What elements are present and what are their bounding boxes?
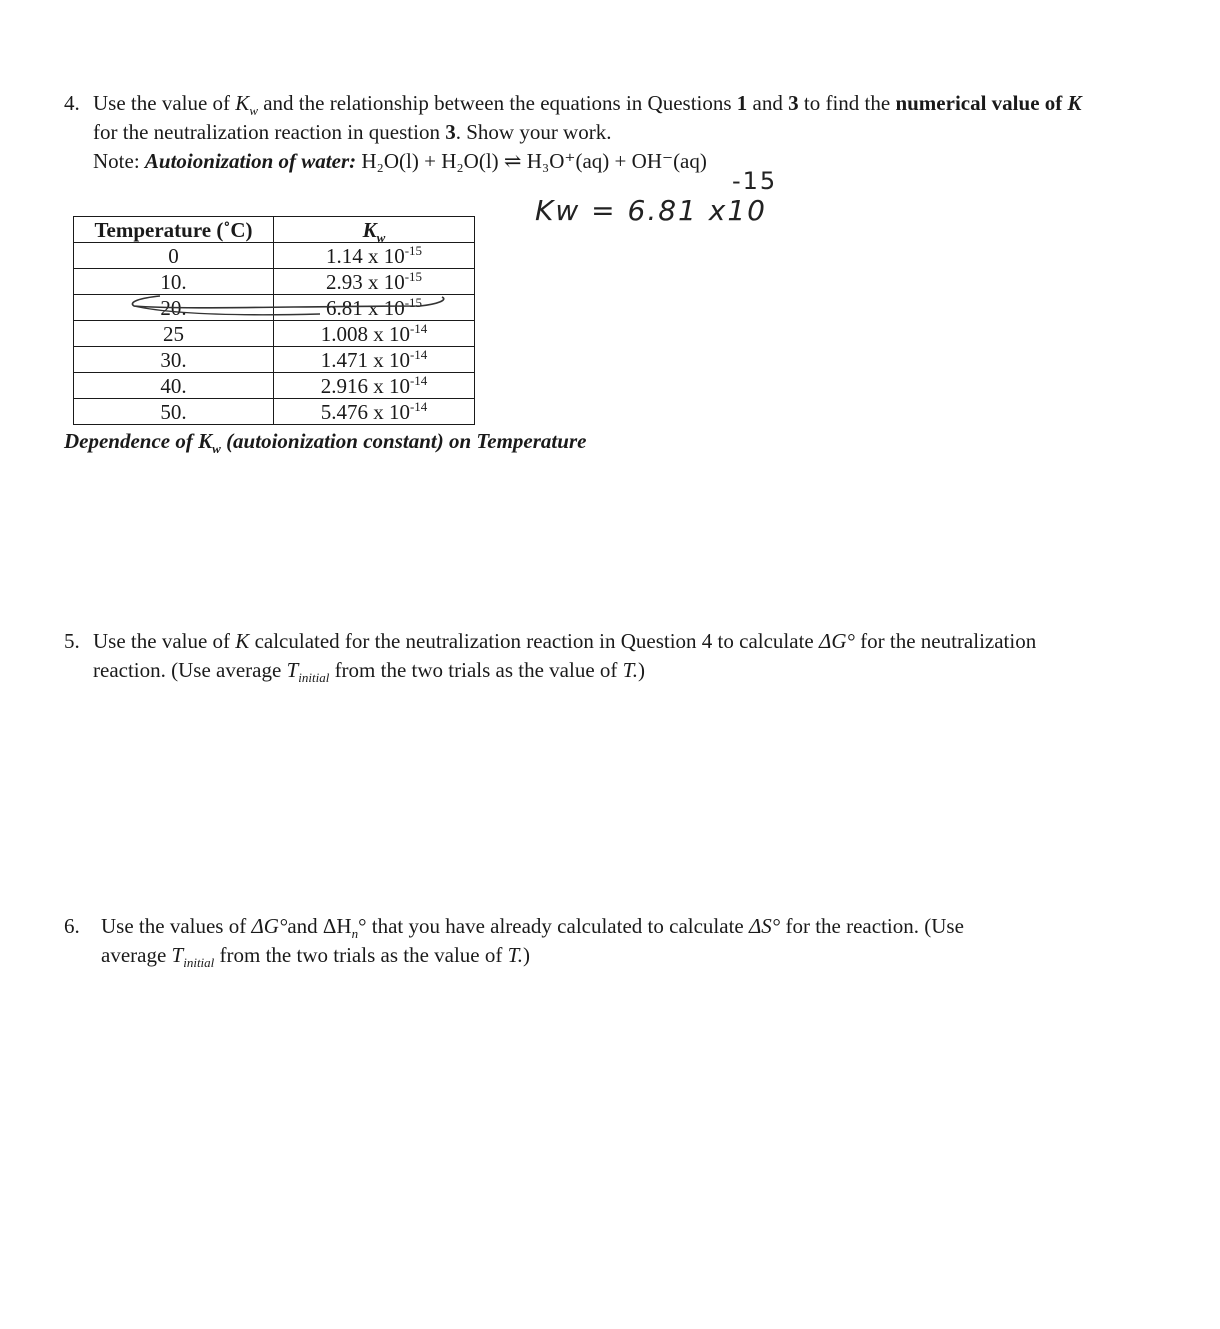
question-6-line-1: Use the values of ΔG°and $\Delta H_n^\circ$ that you have already calculated to calculate ΔS° for the reaction. (Use bbox=[101, 914, 964, 942]
temp-cell: 20. bbox=[74, 295, 274, 321]
question-6-number: 6. bbox=[64, 914, 80, 938]
question-4-line-2: for the neutralization reaction in question 3. Show your work. bbox=[93, 120, 612, 144]
table-caption: Dependence of $K_w$ (autoionization constant) on Temperature bbox=[64, 429, 587, 457]
question-4-line-1: Use the value of $K_w$ and the relationship between the equations in Questions 1 and 3 to find the numerical value of K bbox=[93, 91, 1082, 119]
table-row bbox=[74, 399, 475, 425]
table-header-row bbox=[74, 217, 475, 243]
header-temperature: Temperature (˚C) bbox=[74, 217, 274, 243]
question-6-line-2: average $T_{initial}$ from the two trials as the value of T.) bbox=[101, 943, 530, 971]
temp-cell: 0 bbox=[74, 243, 274, 269]
temp-cell: 10. bbox=[74, 269, 274, 295]
kw-cell: 1.008 x $10^{-14}$ bbox=[274, 321, 475, 347]
handwritten-row-highlight-mark bbox=[120, 292, 460, 332]
kw-cell: 1.14 x $10^{-15}$ bbox=[274, 243, 475, 269]
temp-cell: 40. bbox=[74, 373, 274, 399]
table-row bbox=[74, 269, 475, 295]
table-row bbox=[74, 347, 475, 373]
autoionization-equation: H₂O(l) + H₂O(l) ⇌ H₃O⁺(aq) + OH⁻(aq) bbox=[356, 149, 707, 173]
question-4-number: 4. bbox=[64, 91, 80, 115]
temp-cell: 50. bbox=[74, 399, 274, 425]
kw-cell: 2.93 x $10^{-15}$ bbox=[274, 269, 475, 295]
temp-cell: 25 bbox=[74, 321, 274, 347]
table-row bbox=[74, 373, 475, 399]
kw-cell: 2.916 x $10^{-14}$ bbox=[274, 373, 475, 399]
handwritten-exponent: -15 bbox=[732, 167, 778, 195]
question-5-line-2: reaction. (Use average $T_{initial}$ from the two trials as the value of T.) bbox=[93, 658, 646, 686]
header-kw: $K_w$ bbox=[274, 217, 475, 243]
kw-cell: 5.476 x $10^{-14}$ bbox=[274, 399, 475, 425]
kw-cell: 1.471 x $10^{-14}$ bbox=[274, 347, 475, 373]
question-5-line-1: Use the value of K calculated for the neutralization reaction in Question 4 to calculate ΔG° for the neutralization bbox=[93, 629, 1037, 653]
temp-cell: 30. bbox=[74, 347, 274, 373]
question-5-number: 5. bbox=[64, 629, 80, 653]
kw-cell: 6.81 x $10^{-15}$ bbox=[274, 295, 475, 321]
table-row bbox=[74, 243, 475, 269]
question-4-note: Note: Autoionization of water: H₂O(l) + H₂O(l) ⇌ H₃O⁺(aq) + OH⁻(aq) bbox=[93, 149, 707, 173]
handwritten-kw-answer: Kw = 6.81 x10 bbox=[535, 194, 767, 227]
